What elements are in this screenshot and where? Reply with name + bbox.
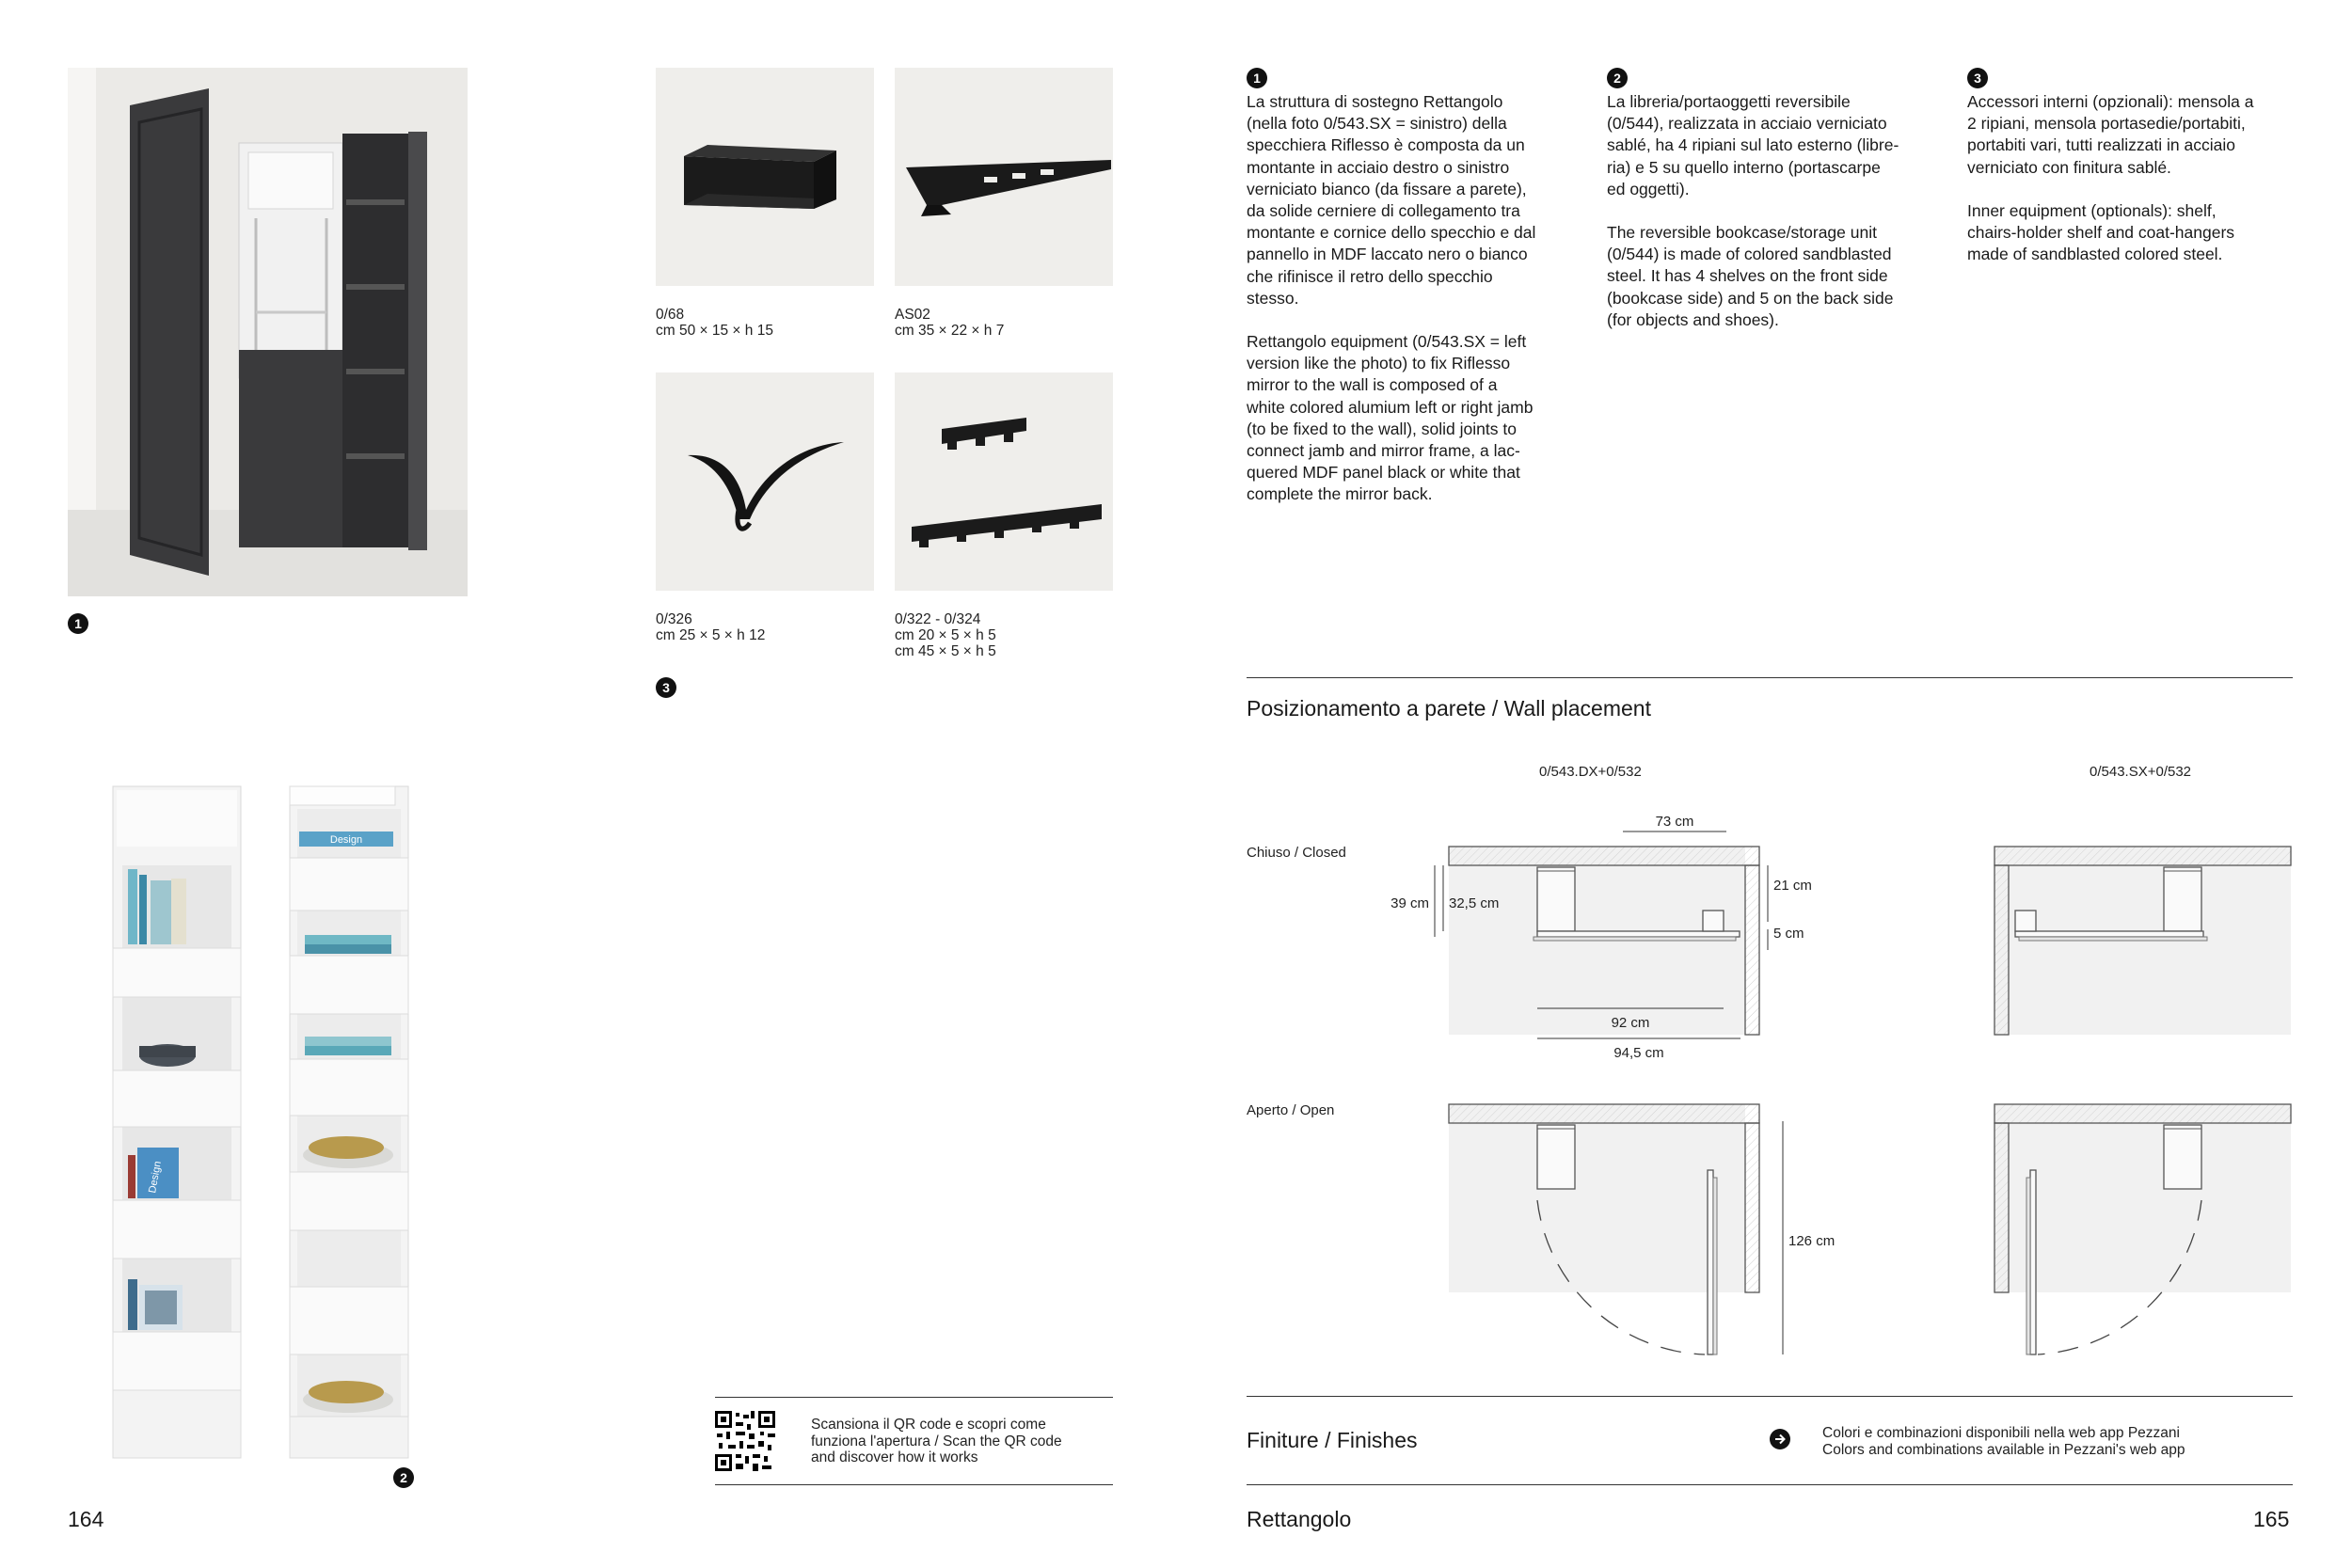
caption-0-322-0-324 <box>895 611 996 659</box>
finishes-line: Colors and combinations available in Pezzani's web app <box>1822 1441 2185 1458</box>
wall-placement-diagram <box>1242 790 2296 1392</box>
accessory-dims: cm 20 × 5 × h 5 <box>895 627 996 643</box>
text-line: montante in acciaio destro o sinistro <box>1247 157 1510 177</box>
finishes-heading: Finiture / Finishes <box>1247 1428 1418 1452</box>
accessory-code: 0/322 - 0/324 <box>895 611 981 627</box>
text-line: chairs-holder shelf and coat-hangers <box>1967 223 2235 243</box>
description-column-1 <box>1247 91 1595 528</box>
badge-3: 3 <box>656 677 676 698</box>
photo-rettangolo-structure <box>68 68 468 596</box>
coat-hanger-rails-icon <box>895 372 1113 591</box>
qr-code-icon <box>715 1411 775 1471</box>
text-line: pannello in MDF laccato nero o bianco <box>1247 245 1528 264</box>
text-line: (bookcase side) and 5 on the back side <box>1607 288 1894 308</box>
qr-top-rule <box>715 1397 1113 1398</box>
badge-col-1: 1 <box>1247 68 1267 88</box>
text-line: montante e cornice dello specchio e dal <box>1247 223 1536 243</box>
dim-21: 21 cm <box>1773 878 1812 894</box>
accessory-dims: cm 50 × 15 × h 15 <box>656 323 773 339</box>
dim-92: 92 cm <box>1611 1015 1650 1031</box>
text-line: (to be fixed to the wall), solid joints to <box>1247 419 1517 438</box>
variant-label-sx: 0/543.SX+0/532 <box>2090 764 2192 780</box>
badge-1: 1 <box>68 613 88 634</box>
description-en <box>1967 200 2296 266</box>
qr-caption-line: Scansiona il QR code e scopri come <box>811 1417 1046 1433</box>
diagram-dx-closed <box>1391 814 1812 1061</box>
text-line: complete the mirror back. <box>1247 484 1433 504</box>
text-line: quered MDF panel black or white that <box>1247 463 1520 483</box>
caption-0-68 <box>656 307 773 339</box>
chair-holder-shelf-icon <box>895 68 1113 286</box>
photo-bookcase <box>68 771 444 1486</box>
text-line: Rettangolo equipment (0/543.SX = left <box>1247 332 1527 352</box>
footer-title: Rettangolo <box>1247 1507 1352 1531</box>
text-line: La struttura di sostegno Rettangolo <box>1247 92 1503 111</box>
diagram-sx-closed <box>1994 847 2291 1035</box>
description-en <box>1607 222 1955 331</box>
dim-5: 5 cm <box>1773 926 1804 942</box>
finishes-bottom-rule <box>1247 1484 2293 1485</box>
text-line: portabiti vari, tutti realizzati in acciaio <box>1967 135 2235 155</box>
accessory-dims: cm 25 × 5 × h 12 <box>656 627 766 643</box>
hook-icon <box>656 372 874 591</box>
accessory-dims: cm 35 × 22 × h 7 <box>895 323 1005 339</box>
page-number-left: 164 <box>68 1507 104 1531</box>
placement-top-rule <box>1247 677 2293 678</box>
placement-heading: Posizionamento a parete / Wall placement <box>1247 696 1651 721</box>
description-it <box>1607 91 1955 200</box>
text-line: (for objects and shoes). <box>1607 309 1779 329</box>
description-column-3 <box>1967 91 2296 287</box>
finishes-caption <box>1822 1425 2185 1458</box>
text-line: version like the photo) to fix Riflesso <box>1247 354 1511 373</box>
dim-32-5: 32,5 cm <box>1449 895 1500 911</box>
qr-caption-line: and discover how it works <box>811 1449 978 1465</box>
text-line: mirror to the wall is composed of a <box>1247 375 1498 395</box>
dim-126: 126 cm <box>1788 1233 1836 1249</box>
variant-label-dx: 0/543.DX+0/532 <box>1539 764 1642 780</box>
row-label-closed: Chiuso / Closed <box>1247 845 1346 861</box>
text-line: (nella foto 0/543.SX = sinistro) della <box>1247 114 1507 134</box>
accessory-code: AS02 <box>895 307 930 323</box>
photo-accessory-0-68 <box>656 68 874 286</box>
qr-code[interactable] <box>715 1411 775 1471</box>
text-line: da solide cerniere di collegamento tra <box>1247 201 1520 221</box>
text-line: sablé, ha 4 ripiani sul lato esterno (libre- <box>1607 135 1899 155</box>
text-line: white colored alumium left or right jamb <box>1247 397 1534 417</box>
diagram-sx-open <box>1994 1104 2291 1354</box>
dim-73: 73 cm <box>1655 814 1694 830</box>
double-shelf-icon <box>656 68 874 286</box>
dim-39: 39 cm <box>1391 895 1429 911</box>
text-line: ria) e 5 su quello interno (portascarpe <box>1607 157 1881 177</box>
row-label-open: Aperto / Open <box>1247 1102 1335 1118</box>
text-line: connect jamb and mirror frame, a lac- <box>1247 441 1520 461</box>
photo-accessory-as02 <box>895 68 1113 286</box>
book-label: Design <box>329 834 363 846</box>
dim-94-5: 94,5 cm <box>1613 1045 1664 1061</box>
text-line: Inner equipment (optionals): shelf, <box>1967 200 2217 220</box>
bookcase-illustration <box>68 771 444 1486</box>
caption-as02 <box>895 307 1004 339</box>
text-line: 2 ripiani, mensola portasedie/portabiti, <box>1967 114 2246 134</box>
page-number-right: 165 <box>2253 1507 2290 1531</box>
finishes-line: Colori e combinazioni disponibili nella web app Pezzani <box>1822 1425 2180 1441</box>
text-line: stesso. <box>1247 288 1299 308</box>
text-line: made of sandblasted colored steel. <box>1967 245 2223 264</box>
finishes-top-rule <box>1247 1396 2293 1397</box>
text-line: verniciato bianco (da fissare a parete), <box>1247 179 1527 198</box>
text-line: (0/544), realizzata in acciaio verniciato <box>1607 114 1887 134</box>
diagram-dx-open <box>1449 1104 1835 1354</box>
qr-bottom-rule <box>715 1484 1113 1485</box>
photo-accessory-0-326 <box>656 372 874 591</box>
text-line: ed oggetti). <box>1607 179 1690 198</box>
badge-2: 2 <box>393 1467 414 1488</box>
accessory-dims: cm 45 × 5 × h 5 <box>895 643 996 659</box>
text-line: The reversible bookcase/storage unit <box>1607 223 1877 243</box>
description-it <box>1967 91 2296 179</box>
badge-col-2: 2 <box>1607 68 1628 88</box>
photo-accessory-0-322-0-324 <box>895 372 1113 591</box>
book-label: Design <box>147 1160 164 1195</box>
arrow-right-circle-icon[interactable] <box>1770 1429 1790 1449</box>
text-line: (0/544) is made of colored sandblasted <box>1607 245 1892 264</box>
caption-0-326 <box>656 611 765 643</box>
text-line: che rifinisce il retro dello specchio <box>1247 266 1493 286</box>
description-it <box>1247 91 1595 309</box>
text-line: La libreria/portaoggetti reversibile <box>1607 92 1851 111</box>
text-line: Accessori interni (opzionali): mensola a <box>1967 92 2254 111</box>
description-en <box>1247 331 1595 506</box>
qr-caption <box>811 1417 1062 1466</box>
description-column-2 <box>1607 91 1955 353</box>
text-line: steel. It has 4 shelves on the front side <box>1607 266 1888 286</box>
accessory-code: 0/326 <box>656 611 692 627</box>
text-line: specchiera Riflesso è composta da un <box>1247 135 1525 155</box>
badge-col-3: 3 <box>1967 68 1988 88</box>
qr-caption-line: funziona l'apertura / Scan the QR code <box>811 1433 1062 1449</box>
accessory-code: 0/68 <box>656 307 685 323</box>
text-line: verniciato con finitura sablé. <box>1967 157 2171 177</box>
rettangolo-structure-illustration <box>68 68 468 596</box>
